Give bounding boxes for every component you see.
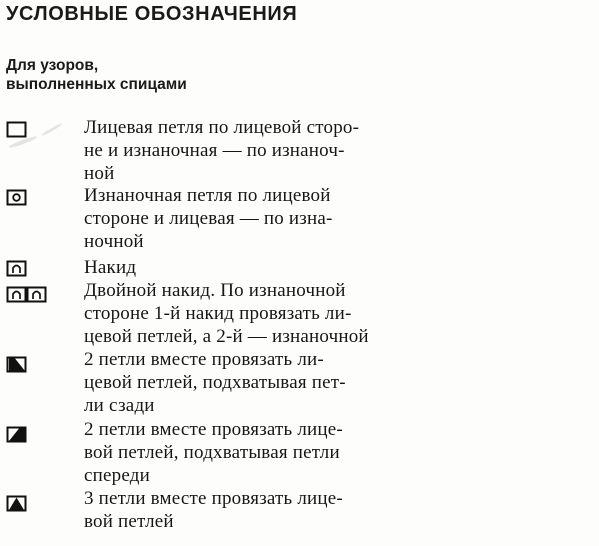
triple-decrease-icon [6,495,28,512]
legend-description [84,348,434,417]
description-line: ли сзади [84,395,155,416]
legend-description [84,418,434,487]
legend-description [84,116,434,185]
arc-in-square-icon [6,260,28,277]
description-line: стороне и лицевая — по изна- [84,208,333,229]
description-line: 2 петли вместе провязать ли- [84,349,324,370]
description-line: цевой петлей, подхватывая пет- [84,372,346,393]
print-smudge [41,122,63,137]
description-line: 2 петли вместе провязать лице- [84,419,343,440]
legend-description [84,487,434,533]
circle-in-square-icon [6,189,28,206]
description-line: вой петлей, подхватывая петли [84,442,340,463]
description-line: ной [84,163,115,184]
legend-description [84,256,434,279]
double-arc-squares-icon [6,286,48,303]
right-decrease-icon [6,426,28,443]
description-line: 3 петли вместе провязать лице- [84,488,343,509]
description-line: спереди [84,465,150,486]
left-decrease-icon [6,356,28,373]
description-line: Накид [84,257,137,278]
description-line: Двойной накид. По изнаночной [84,280,346,301]
description-line: Лицевая петля по лицевой сторо- [84,117,360,138]
description-line: вой петлей [84,511,174,532]
subtitle-line-2: выполненных спицами [6,76,187,93]
description-line: не и изнаночная — по изнаноч- [84,140,345,161]
description-line: Изнаночная петля по лицевой [84,185,331,206]
description-line: ночной [84,231,144,252]
description-line: цевой петлей, а 2-й — изнаночной [84,326,369,347]
legend-description [84,279,434,348]
legend-description [84,184,434,253]
description-line: стороне 1-й накид провязать ли- [84,303,352,324]
empty-square-icon [6,121,28,138]
section-subtitle [6,56,187,94]
subtitle-line-1: Для узоров, [6,57,99,74]
page-title: УСЛОВНЫЕ ОБОЗНАЧЕНИЯ [6,3,298,25]
